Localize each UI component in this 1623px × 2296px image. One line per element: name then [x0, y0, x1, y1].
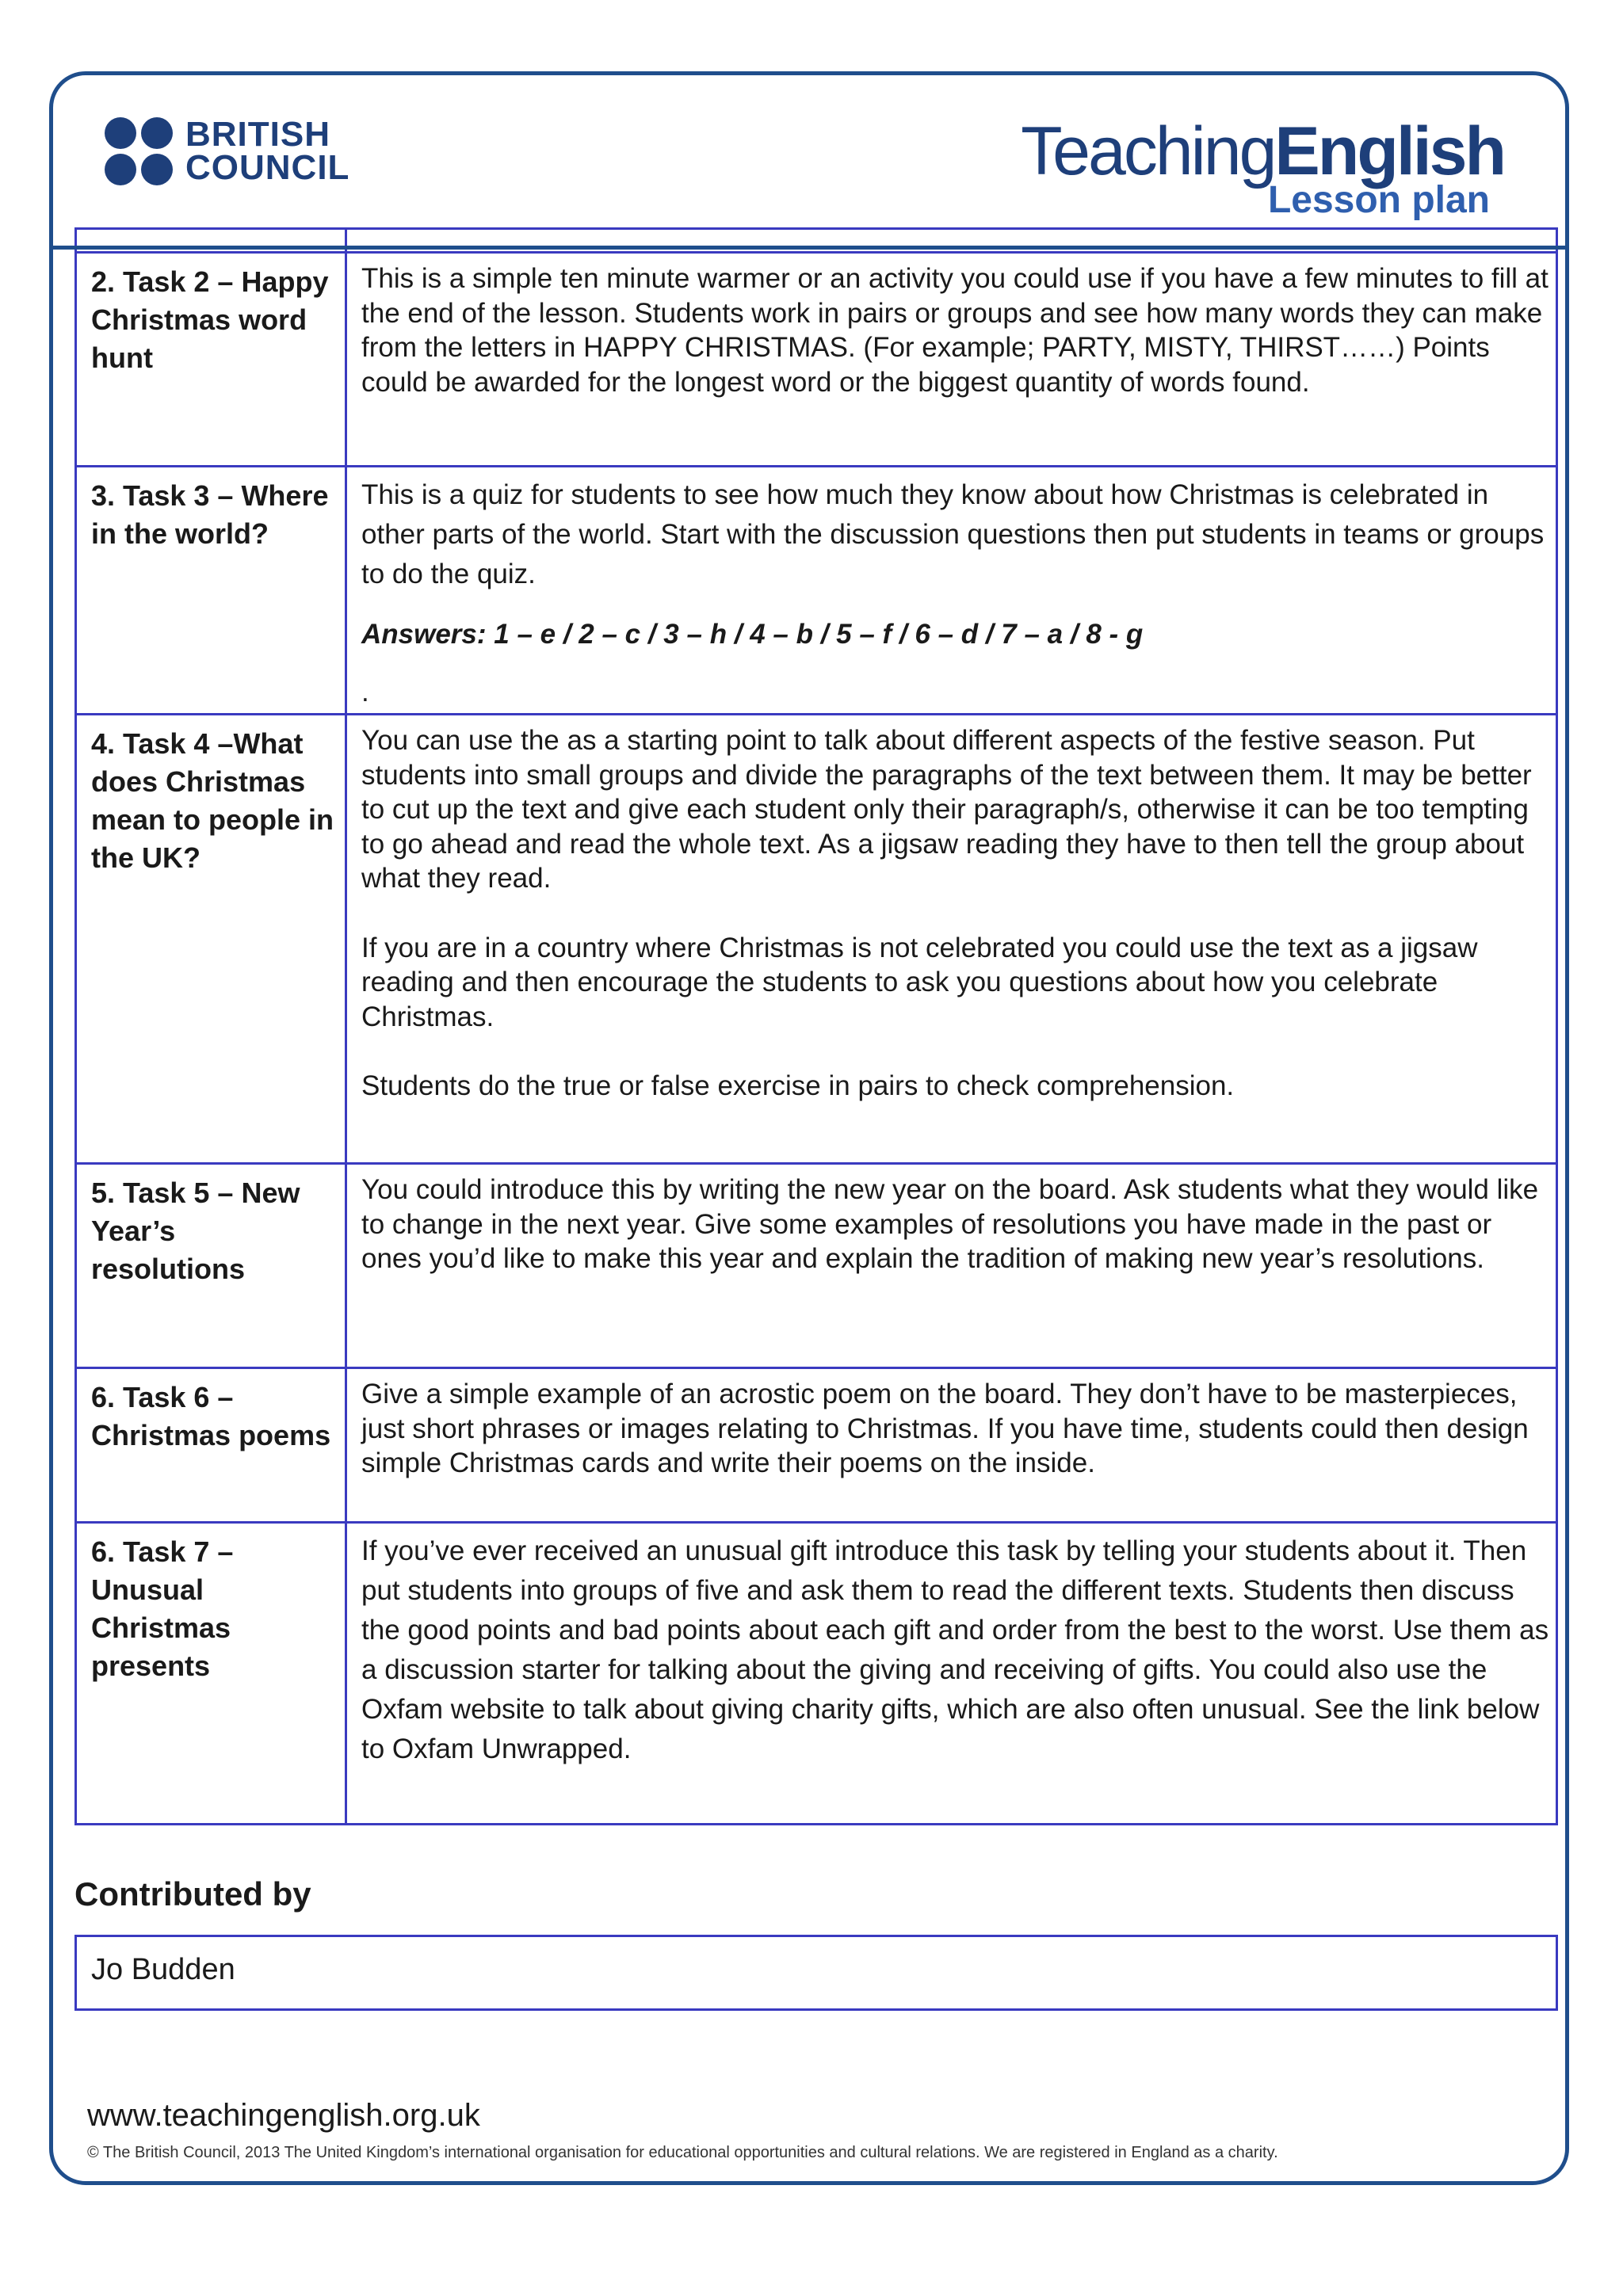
quiz-answers: Answers: 1 – e / 2 – c / 3 – h / 4 – b / 5 – f / 6 – d / 7 – a / 8 - g [361, 619, 1144, 650]
task-description: If you are in a country where Christmas is not celebrated you could use the text as a jigsaw reading and then encourage the students to ask you questions about how you celebrate Christmas. [361, 932, 1478, 1032]
task-description: You could introduce this by writing the new year on the board. Ask students what they would like to change in the next year. Give some examples of resolutions you have made in the past or ones you’d like to make this year and explain the tradition of making new year’s resolutions. [361, 1174, 1539, 1274]
task-description: If you’ve ever received an unusual gift introduce this task by telling your students about it. Then put students into groups of five and ask them to read the different texts. Students then discuss the good points and bad points about each gift and order from the best to the worst. Use them as a discussion starter for talking about the giving and receiving of gifts. You could also use the Oxfam website to talk about giving charity gifts, which are also often unusual. See the link below to Oxfam Unwrapped. [361, 1535, 1549, 1764]
lesson-table [74, 227, 1558, 1825]
lesson-plan-subtitle: Lesson plan [1267, 179, 1490, 221]
contributed-by-heading: Contributed by [74, 1875, 311, 1913]
logo-line-2: COUNCIL [185, 148, 350, 187]
task-name: 3. Task 3 – Where in the world? [91, 479, 329, 550]
teaching-english-brand [1021, 113, 1504, 221]
table-row [76, 467, 1557, 715]
contributor-box [74, 1935, 1558, 2011]
task-name: 2. Task 2 – Happy Christmas word hunt [91, 265, 329, 374]
task-name: 6. Task 7 – Unusual Christmas presents [91, 1535, 234, 1682]
task-description: You can use the as a starting point to talk about different aspects of the festive season. Put students into small groups and divide the paragraphs of the text between them. It may be better to cut up the text and give each student only their paragraph/s, otherwise it can be too tempting to go ahead and read the whole text. As a jigsaw reading they have to then tell the group about what they read. [361, 725, 1532, 894]
task-description: This is a quiz for students to see how much they know about how Christmas is celebrated in other parts of the world. Start with the discussion questions then put students in teams or groups to do the quiz. [361, 479, 1545, 589]
task-description: Students do the true or false exercise in pairs to check comprehension. [361, 1070, 1235, 1101]
header-divider [49, 246, 1569, 250]
footer-copyright: © The British Council, 2013 The United Kingdom’s international organisation for educational opportunities and cultural relations. We are registered in England as a charity. [87, 2144, 1278, 2161]
task-description: Give a simple example of an acrostic poem on the board. They don’t have to be masterpieces, just short phrases or images relating to Christmas. If you have time, students could then design simple Christmas cards and write their poems on the inside. [361, 1379, 1529, 1478]
british-council-logo [105, 117, 349, 185]
brand-title [1021, 113, 1504, 189]
task-name: 5. Task 5 – New Year’s resolutions [91, 1177, 300, 1285]
task-name: 4. Task 4 –What does Christmas mean to people in the UK? [91, 727, 334, 874]
logo-line-1: BRITISH [185, 115, 330, 154]
footer-website-link[interactable]: www.teachingenglish.org.uk [87, 2098, 480, 2133]
contributor-name: Jo Budden [91, 1953, 235, 1986]
trailing-dot: . [361, 677, 369, 707]
table-row [76, 1164, 1557, 1368]
table-row [76, 1523, 1557, 1825]
brand-bold: English [1274, 113, 1504, 189]
british-council-dots-icon [105, 117, 173, 185]
table-row [76, 253, 1557, 467]
task-description: This is a simple ten minute warmer or an activity you could use if you have a few minutes to fill at the end of the lesson. Students work in pairs or groups and see how many words they can make from the letters in HAPPY CHRISTMAS. (For example; PARTY, MISTY, THIRST……) Points could be awarded for the longest word or the biggest quantity of words found. [361, 263, 1549, 398]
brand-light: Teaching [1021, 113, 1275, 189]
table-row [76, 715, 1557, 1164]
task-name: 6. Task 6 – Christmas poems [91, 1381, 331, 1451]
table-row [76, 1368, 1557, 1523]
